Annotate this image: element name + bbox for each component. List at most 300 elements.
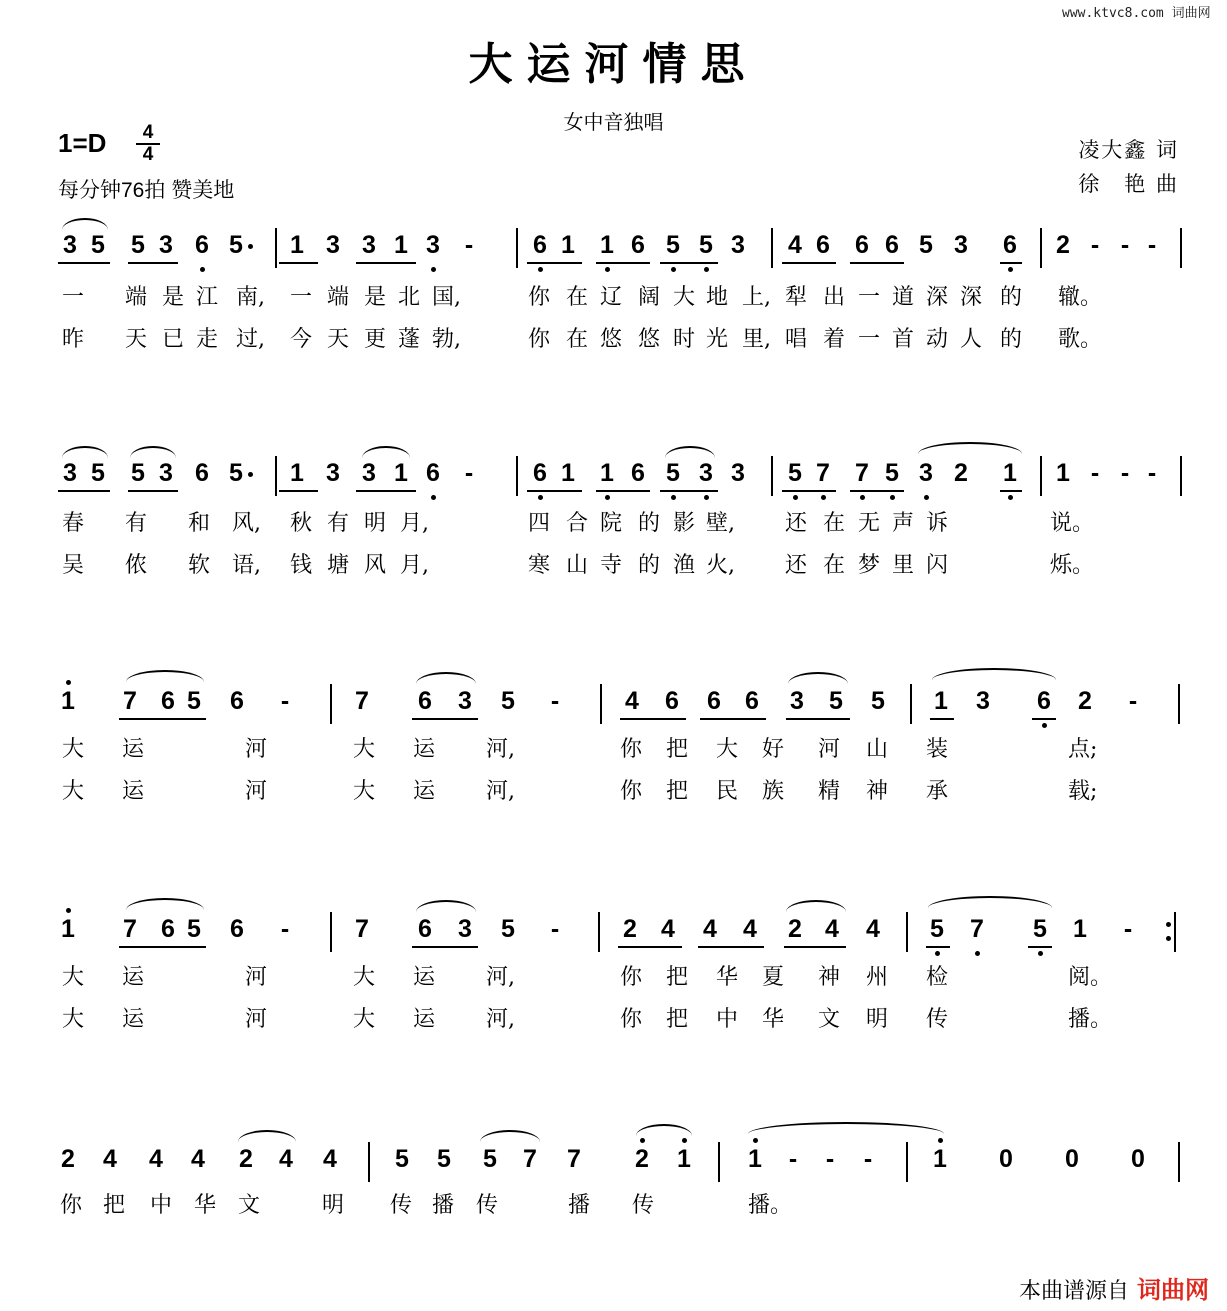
- lyric-syllable: 风: [364, 553, 387, 578]
- slur: [636, 1124, 692, 1136]
- jianpu-note: -: [550, 687, 560, 715]
- jianpu-note: 6: [745, 687, 759, 715]
- lyric-syllable: 寒: [528, 553, 551, 578]
- beam-underline: [527, 262, 582, 264]
- jianpu-note: -: [1147, 231, 1157, 259]
- lyric-syllable: 山: [566, 553, 589, 578]
- lyric-syllable: 风,: [232, 511, 261, 536]
- barline: [1180, 228, 1182, 268]
- lyric-syllable: 文: [238, 1193, 261, 1218]
- jianpu-note: 3: [362, 231, 376, 259]
- lyric-syllable: 河,: [486, 1007, 515, 1032]
- jianpu-note: 3: [790, 687, 804, 715]
- slur: [362, 446, 410, 458]
- slur: [918, 442, 1022, 454]
- lyric-syllable: 运: [122, 965, 145, 990]
- jianpu-note: 0: [999, 1145, 1013, 1173]
- beam-underline: [356, 490, 416, 492]
- beam-underline: [926, 946, 950, 948]
- lyric-syllable: 是: [162, 285, 185, 310]
- beam-underline: [1000, 262, 1022, 264]
- beam-underline: [660, 490, 718, 492]
- jianpu-note: 1: [748, 1145, 762, 1173]
- lyric-syllable: 播: [568, 1193, 591, 1218]
- lyric-syllable: 悠: [600, 327, 623, 352]
- barline: [516, 456, 518, 496]
- jianpu-note: 5: [788, 459, 802, 487]
- lyric-syllable: 里: [892, 553, 915, 578]
- lyric-syllable: 播。: [1068, 1007, 1113, 1032]
- lyric-syllable: 传: [632, 1193, 655, 1218]
- lyric-syllable: 犁: [785, 285, 808, 310]
- slur: [62, 446, 108, 458]
- lyric-syllable: 把: [666, 1007, 689, 1032]
- lyric-syllable: 大: [353, 1007, 376, 1032]
- jianpu-note: 4: [323, 1145, 337, 1173]
- lyric-syllable: 华: [762, 1007, 785, 1032]
- octave-dot-below: [821, 495, 826, 500]
- lyric-syllable: 在: [566, 285, 589, 310]
- lyric-syllable: 侬: [125, 553, 148, 578]
- octave-dot-below: [200, 267, 205, 272]
- jianpu-note: 4: [149, 1145, 163, 1173]
- jianpu-note: 3: [326, 231, 340, 259]
- jianpu-note: 2: [635, 1145, 649, 1173]
- lyric-syllable: 你: [60, 1193, 83, 1218]
- jianpu-note: 1: [394, 459, 408, 487]
- barline: [910, 684, 912, 724]
- slur: [928, 896, 1052, 908]
- octave-dot-below: [1008, 267, 1013, 272]
- beam-underline: [596, 490, 650, 492]
- jianpu-note: 6: [631, 459, 645, 487]
- beam-underline: [618, 946, 682, 948]
- lyric-syllable: 明: [322, 1193, 345, 1218]
- lyric-syllable: 里,: [742, 327, 771, 352]
- lyric-syllable: 运: [413, 737, 436, 762]
- lyric-syllable: 火,: [706, 553, 735, 578]
- lyric-syllable: 北: [398, 285, 421, 310]
- site-watermark: www.ktvc8.com 词曲网: [1062, 6, 1211, 21]
- lyric-syllable: 山: [866, 737, 889, 762]
- jianpu-note: 2: [1078, 687, 1092, 715]
- augmentation-dot: [248, 472, 253, 477]
- lyric-syllable: 寺: [600, 553, 623, 578]
- jianpu-note: 5: [131, 459, 145, 487]
- jianpu-note: 3: [63, 459, 77, 487]
- jianpu-note: 2: [61, 1145, 75, 1173]
- barline: [771, 456, 773, 496]
- jianpu-note: 3: [976, 687, 990, 715]
- octave-dot-below: [605, 495, 610, 500]
- jianpu-note: 6: [707, 687, 721, 715]
- slur: [786, 900, 846, 912]
- octave-dot-below: [671, 267, 676, 272]
- lyric-syllable: 大: [353, 737, 376, 762]
- lyric-syllable: 天: [327, 327, 350, 352]
- lyric-syllable: 悠: [638, 327, 661, 352]
- beam-underline: [58, 490, 110, 492]
- repeat-dot: [1166, 922, 1171, 927]
- lyric-syllable: 大: [62, 965, 85, 990]
- lyric-syllable: 四: [528, 511, 551, 536]
- jianpu-note: 5: [229, 231, 243, 259]
- jianpu-note: -: [1123, 915, 1133, 943]
- lyric-syllable: 道: [892, 285, 915, 310]
- jianpu-note: 7: [523, 1145, 537, 1173]
- lyric-syllable: 河,: [486, 965, 515, 990]
- lyric-syllable: 夏: [762, 965, 785, 990]
- jianpu-note: 5: [437, 1145, 451, 1173]
- jianpu-note: 3: [362, 459, 376, 487]
- lyric-syllable: 走: [196, 327, 219, 352]
- lyric-syllable: 把: [103, 1193, 126, 1218]
- jianpu-note: 6: [161, 687, 175, 715]
- lyric-syllable: 明: [866, 1007, 889, 1032]
- barline: [600, 684, 602, 724]
- jianpu-note: 6: [665, 687, 679, 715]
- jianpu-note: 3: [63, 231, 77, 259]
- jianpu-note: 5: [1033, 915, 1047, 943]
- lyric-syllable: 昨: [62, 327, 85, 352]
- song-subtitle: 女中音独唱: [563, 110, 664, 134]
- jianpu-note: 6: [195, 231, 209, 259]
- repeat-dot: [1166, 936, 1171, 941]
- lyricist-credit: 凌大鑫 词: [1078, 138, 1179, 162]
- lyric-syllable: 神: [866, 779, 889, 804]
- jianpu-note: 3: [731, 459, 745, 487]
- lyric-syllable: 端: [327, 285, 350, 310]
- lyric-syllable: 阔: [638, 285, 661, 310]
- lyric-syllable: 把: [666, 965, 689, 990]
- octave-dot-below: [860, 495, 865, 500]
- jianpu-note: 7: [816, 459, 830, 487]
- lyric-syllable: 诉: [926, 511, 949, 536]
- lyric-syllable: 辽: [600, 285, 623, 310]
- source-credit: [1019, 1270, 1209, 1305]
- jianpu-note: 4: [743, 915, 757, 943]
- beam-underline: [1000, 490, 1022, 492]
- octave-dot-above: [66, 908, 71, 913]
- lyric-syllable: 时: [673, 327, 696, 352]
- octave-dot-below: [704, 495, 709, 500]
- lyric-syllable: 秋: [290, 511, 313, 536]
- lyric-syllable: 已: [162, 327, 185, 352]
- lyric-syllable: 河: [245, 779, 268, 804]
- beam-underline: [596, 262, 650, 264]
- jianpu-note: -: [1120, 231, 1130, 259]
- jianpu-note: 3: [731, 231, 745, 259]
- slur: [748, 1122, 944, 1134]
- source-label: 本曲谱源自: [1018, 1278, 1129, 1303]
- jianpu-note: 1: [934, 687, 948, 715]
- barline: [771, 228, 773, 268]
- lyric-syllable: 的: [1000, 285, 1023, 310]
- beam-underline: [786, 718, 850, 720]
- jianpu-note: -: [464, 459, 474, 487]
- lyric-syllable: 人: [960, 327, 983, 352]
- lyric-syllable: 大: [716, 737, 739, 762]
- octave-dot-below: [1042, 723, 1047, 728]
- jianpu-note: 4: [703, 915, 717, 943]
- octave-dot-below: [538, 267, 543, 272]
- lyric-syllable: 华: [716, 965, 739, 990]
- lyric-syllable: 着: [823, 327, 846, 352]
- jianpu-note: 6: [533, 231, 547, 259]
- lyric-syllable: 你: [528, 285, 551, 310]
- lyric-syllable: 大: [353, 779, 376, 804]
- jianpu-note: -: [1147, 459, 1157, 487]
- barline: [275, 228, 277, 268]
- jianpu-note: -: [863, 1145, 873, 1173]
- tempo-marking: 每分钟76拍 赞美地: [58, 179, 235, 202]
- jianpu-note: 5: [91, 459, 105, 487]
- jianpu-note: 4: [103, 1145, 117, 1173]
- octave-dot-above: [66, 680, 71, 685]
- barline: [1180, 456, 1182, 496]
- jianpu-note: 5: [501, 915, 515, 943]
- barline: [516, 228, 518, 268]
- lyric-syllable: 你: [620, 779, 643, 804]
- lyric-syllable: 一: [858, 327, 881, 352]
- beam-underline: [279, 262, 318, 264]
- lyric-syllable: 文: [818, 1007, 841, 1032]
- lyric-syllable: 说。: [1050, 511, 1095, 536]
- lyric-syllable: 闪: [926, 553, 949, 578]
- lyric-syllable: 上,: [742, 285, 771, 310]
- beam-underline: [128, 490, 178, 492]
- jianpu-note: 7: [123, 687, 137, 715]
- barline: [718, 1142, 720, 1182]
- lyric-syllable: 传: [390, 1193, 413, 1218]
- jianpu-note: 5: [229, 459, 243, 487]
- lyric-syllable: 河,: [486, 737, 515, 762]
- lyric-syllable: 在: [823, 553, 846, 578]
- lyric-syllable: 国,: [432, 285, 461, 310]
- jianpu-note: -: [1090, 459, 1100, 487]
- lyric-syllable: 你: [528, 327, 551, 352]
- lyric-syllable: 梦: [858, 553, 881, 578]
- jianpu-note: 5: [871, 687, 885, 715]
- lyric-syllable: 精: [818, 779, 841, 804]
- jianpu-note: 3: [954, 231, 968, 259]
- jianpu-note: 6: [426, 459, 440, 487]
- lyric-syllable: 一: [62, 285, 85, 310]
- jianpu-note: 5: [829, 687, 843, 715]
- octave-dot-below: [431, 495, 436, 500]
- octave-dot-above: [938, 1138, 943, 1143]
- lyric-syllable: 是: [364, 285, 387, 310]
- jianpu-note: 3: [919, 459, 933, 487]
- jianpu-note: 6: [230, 915, 244, 943]
- lyric-syllable: 有: [125, 511, 148, 536]
- lyric-syllable: 光: [706, 327, 729, 352]
- lyric-syllable: 一: [290, 285, 313, 310]
- lyric-syllable: 首: [892, 327, 915, 352]
- lyric-syllable: 传: [926, 1007, 949, 1032]
- jianpu-note: 5: [699, 231, 713, 259]
- slur: [62, 218, 108, 230]
- lyric-syllable: 河,: [486, 779, 515, 804]
- lyric-syllable: 大: [62, 737, 85, 762]
- lyric-syllable: 载;: [1068, 779, 1098, 804]
- octave-dot-below: [924, 495, 929, 500]
- time-top: 4: [142, 122, 154, 143]
- lyric-syllable: 装: [926, 737, 949, 762]
- jianpu-note: 4: [191, 1145, 205, 1173]
- lyric-syllable: 州: [866, 965, 889, 990]
- jianpu-note: 3: [699, 459, 713, 487]
- jianpu-note: 6: [1037, 687, 1051, 715]
- lyric-syllable: 大: [62, 1007, 85, 1032]
- lyric-syllable: 语,: [232, 553, 261, 578]
- jianpu-note: 6: [1003, 231, 1017, 259]
- lyric-syllable: 钱: [290, 553, 313, 578]
- octave-dot-above: [640, 1138, 645, 1143]
- jianpu-note: 1: [677, 1145, 691, 1173]
- beam-underline: [850, 262, 904, 264]
- slur: [126, 898, 204, 910]
- jianpu-note: 5: [666, 231, 680, 259]
- key-signature: 1=D: [58, 128, 107, 158]
- jianpu-note: 4: [825, 915, 839, 943]
- beam-underline: [784, 946, 846, 948]
- lyric-syllable: 运: [413, 779, 436, 804]
- beam-underline: [1032, 718, 1056, 720]
- lyric-syllable: 大: [62, 779, 85, 804]
- barline: [906, 912, 908, 952]
- jianpu-note: 2: [1056, 231, 1070, 259]
- lyric-syllable: 歌。: [1058, 327, 1103, 352]
- jianpu-note: 5: [187, 687, 201, 715]
- barline: [368, 1142, 370, 1182]
- jianpu-note: 6: [418, 687, 432, 715]
- jianpu-note: 3: [458, 915, 472, 943]
- lyric-syllable: 更: [364, 327, 387, 352]
- jianpu-note: -: [825, 1145, 835, 1173]
- jianpu-note: -: [788, 1145, 798, 1173]
- jianpu-note: 3: [159, 459, 173, 487]
- jianpu-note: 1: [600, 459, 614, 487]
- lyric-syllable: 河: [245, 965, 268, 990]
- lyric-syllable: 神: [818, 965, 841, 990]
- barline: [1178, 1142, 1180, 1182]
- lyric-syllable: 承: [926, 779, 949, 804]
- lyric-syllable: 天: [125, 327, 148, 352]
- lyric-syllable: 出: [823, 285, 846, 310]
- jianpu-note: 1: [1003, 459, 1017, 487]
- lyric-syllable: 江: [196, 285, 219, 310]
- beam-underline: [158, 946, 206, 948]
- jianpu-note: 4: [661, 915, 675, 943]
- lyric-syllable: 把: [666, 737, 689, 762]
- beam-underline: [412, 946, 478, 948]
- lyric-syllable: 把: [666, 779, 689, 804]
- jianpu-note: -: [1090, 231, 1100, 259]
- lyric-syllable: 无: [858, 511, 881, 536]
- barline: [1040, 456, 1042, 496]
- lyric-syllable: 民: [716, 779, 739, 804]
- octave-dot-below: [538, 495, 543, 500]
- composer-credit: 徐 艳 曲: [1078, 172, 1179, 196]
- lyric-syllable: 你: [620, 1007, 643, 1032]
- lyric-syllable: 动: [926, 327, 949, 352]
- jianpu-note: 6: [631, 231, 645, 259]
- jianpu-note: 4: [625, 687, 639, 715]
- barline: [598, 912, 600, 952]
- lyric-syllable: 软: [188, 553, 211, 578]
- beam-underline: [58, 262, 110, 264]
- lyric-syllable: 大: [353, 965, 376, 990]
- jianpu-note: 5: [930, 915, 944, 943]
- lyric-syllable: 在: [823, 511, 846, 536]
- jianpu-note: 4: [788, 231, 802, 259]
- jianpu-note: 2: [623, 915, 637, 943]
- jianpu-note: 1: [290, 459, 304, 487]
- jianpu-note: 5: [395, 1145, 409, 1173]
- lyric-syllable: 的: [1000, 327, 1023, 352]
- jianpu-note: 1: [561, 231, 575, 259]
- jianpu-note: 1: [561, 459, 575, 487]
- jianpu-note: 7: [970, 915, 984, 943]
- jianpu-note: 5: [919, 231, 933, 259]
- jianpu-note: 5: [666, 459, 680, 487]
- jianpu-note: 5: [885, 459, 899, 487]
- beam-underline: [850, 490, 904, 492]
- lyric-syllable: 阅。: [1068, 965, 1113, 990]
- jianpu-note: 6: [533, 459, 547, 487]
- lyric-syllable: 河: [245, 1007, 268, 1032]
- beam-underline: [782, 262, 836, 264]
- jianpu-note: 5: [483, 1145, 497, 1173]
- beam-underline: [158, 718, 206, 720]
- jianpu-note: 1: [1056, 459, 1070, 487]
- slur: [665, 446, 715, 458]
- lyric-syllable: 深: [960, 285, 983, 310]
- lyric-syllable: 地: [706, 285, 729, 310]
- lyric-syllable: 运: [122, 779, 145, 804]
- song-title: 大运河情思: [468, 39, 759, 90]
- beam-underline: [1028, 946, 1052, 948]
- jianpu-note: 2: [239, 1145, 253, 1173]
- beam-underline: [412, 718, 478, 720]
- lyric-syllable: 蓬: [398, 327, 421, 352]
- jianpu-note: 4: [279, 1145, 293, 1173]
- beam-underline: [698, 946, 764, 948]
- octave-dot-below: [671, 495, 676, 500]
- lyric-syllable: 运: [413, 965, 436, 990]
- lyric-syllable: 你: [620, 965, 643, 990]
- lyric-syllable: 春: [62, 511, 85, 536]
- jianpu-note: 2: [954, 459, 968, 487]
- lyric-syllable: 深: [926, 285, 949, 310]
- lyric-syllable: 运: [122, 1007, 145, 1032]
- lyric-syllable: 吴: [62, 553, 85, 578]
- lyric-syllable: 唱: [785, 327, 808, 352]
- beam-underline: [279, 490, 318, 492]
- jianpu-note: 7: [123, 915, 137, 943]
- slur: [480, 1130, 540, 1142]
- jianpu-note: 2: [788, 915, 802, 943]
- jianpu-note: 7: [567, 1145, 581, 1173]
- lyric-syllable: 院: [600, 511, 623, 536]
- lyric-syllable: 和: [188, 511, 211, 536]
- jianpu-note: -: [280, 687, 290, 715]
- lyric-syllable: 中: [716, 1007, 739, 1032]
- jianpu-note: 6: [418, 915, 432, 943]
- lyric-syllable: 辙。: [1058, 285, 1103, 310]
- lyric-syllable: 烁。: [1050, 553, 1095, 578]
